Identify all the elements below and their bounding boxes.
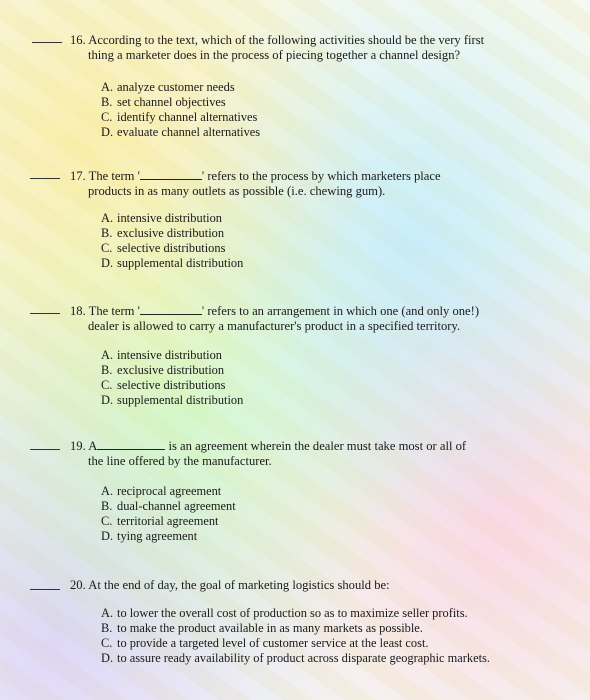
question-text-line: products in as many outlets as possible (i.e. chewing gum).	[88, 184, 386, 198]
option-a[interactable]: A. intensive distribution	[101, 211, 222, 225]
question-19-stem: 19. A is an agreement wherein the dealer must take most or all of the line offered by the manufacturer.	[70, 439, 467, 468]
question-20-stem	[70, 578, 390, 593]
question-text-line: At the end of day, the goal of marketing logistics should be:	[88, 578, 390, 592]
option-d[interactable]: D. tying agreement	[101, 529, 198, 543]
option-c[interactable]: C. identify channel alternatives	[101, 110, 258, 124]
answer-blank-17[interactable]	[30, 178, 60, 179]
term-blank[interactable]	[140, 303, 202, 315]
question-16-options	[101, 80, 260, 140]
question-18-options	[101, 348, 243, 408]
option-d[interactable]: D. supplemental distribution	[101, 256, 244, 270]
question-17-options	[101, 211, 243, 271]
question-text-line: dealer is allowed to carry a manufacturer's product in a specified territory.	[88, 319, 461, 333]
option-a[interactable]: A. intensive distribution	[101, 348, 222, 362]
answer-blank-18[interactable]	[30, 313, 60, 314]
option-d[interactable]: D. supplemental distribution	[101, 393, 244, 407]
question-number: 17.	[70, 169, 86, 183]
answer-blank-16[interactable]	[32, 42, 62, 43]
question-17-stem: 17. The term ' ' refers to the process by which marketers place products in as many outlets as possible (i.e. chewing gum).	[70, 169, 441, 198]
option-b[interactable]: B. to make the product available in as many markets as possible.	[101, 621, 423, 635]
option-b[interactable]: B. exclusive distribution	[101, 363, 225, 377]
option-a[interactable]: A. to lower the overall cost of production so as to maximize seller profits.	[101, 606, 468, 620]
option-a[interactable]: A. reciprocal agreement	[101, 484, 222, 498]
option-c[interactable]: C. territorial agreement	[101, 514, 219, 528]
question-19-options	[101, 484, 236, 544]
question-18-stem: 18. The term ' ' refers to an arrangement in which one (and only one!) dealer is allowed to carry a manufacturer's product in a specified territory.	[70, 304, 480, 333]
option-d[interactable]: D. evaluate channel alternatives	[101, 125, 261, 139]
option-a[interactable]: A. analyze customer needs	[101, 80, 235, 94]
option-c[interactable]: C. to provide a targeted level of customer service at the least cost.	[101, 636, 429, 650]
question-text-line: thing a marketer does in the process of piecing together a channel design?	[88, 48, 461, 62]
question-number: 16.	[70, 33, 86, 47]
option-b[interactable]: B. dual-channel agreement	[101, 499, 236, 513]
option-b[interactable]: B. set channel objectives	[101, 95, 226, 109]
question-20-options	[101, 606, 490, 666]
question-number: 18.	[70, 304, 86, 318]
term-blank[interactable]	[97, 438, 165, 450]
question-text-line: According to the text, which of the following activities should be the very first	[88, 33, 485, 47]
question-number: 19.	[70, 439, 86, 453]
answer-blank-19[interactable]	[30, 449, 60, 450]
answer-blank-20[interactable]	[30, 589, 60, 590]
question-number: 20.	[70, 578, 86, 592]
question-16-stem	[70, 33, 484, 63]
question-text-line: the line offered by the manufacturer.	[88, 454, 272, 468]
option-c[interactable]: C. selective distributions	[101, 378, 226, 392]
option-d[interactable]: D. to assure ready availability of product across disparate geographic markets.	[101, 651, 490, 665]
option-c[interactable]: C. selective distributions	[101, 241, 226, 255]
term-blank[interactable]	[140, 168, 202, 180]
option-b[interactable]: B. exclusive distribution	[101, 226, 225, 240]
